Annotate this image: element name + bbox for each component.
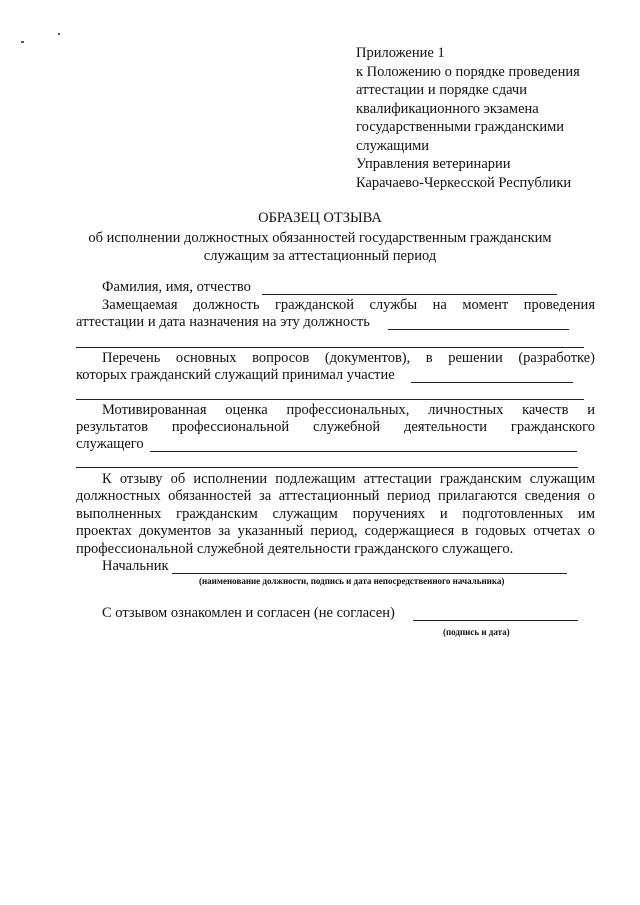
attachment-text: выполненных гражданским служащим поручениях и подготовленных им: [76, 506, 595, 522]
position-input-line[interactable]: [388, 329, 569, 330]
scan-mark: [21, 41, 24, 43]
assessment-label-cont: результатов профессиональной служебной деятельности гражданского: [76, 419, 595, 435]
questions-label-cont: которых гражданский служащий принимал участие: [76, 367, 395, 383]
appendix-line: Управления ветеринарии: [356, 156, 511, 172]
fio-label: Фамилия, имя, отчество: [102, 279, 251, 295]
position-label: Замещаемая должность гражданской службы на момент проведения: [102, 297, 595, 313]
attachment-text: К отзыву об исполнении подлежащим аттестации гражданским служащим: [102, 471, 595, 487]
fio-input-line[interactable]: [262, 294, 557, 295]
chief-signature-line[interactable]: [172, 573, 567, 574]
appendix-line: аттестации и порядке сдачи: [356, 82, 527, 98]
assessment-input-line[interactable]: [150, 451, 577, 452]
attachment-text: профессиональной служебной деятельности гражданского служащего.: [76, 541, 514, 557]
appendix-header: [356, 44, 580, 192]
attachment-text: должностных обязанностей за аттестационный период прилагаются сведения о: [76, 488, 595, 504]
appendix-line: Карачаево-Черкесской Республики: [356, 174, 572, 191]
appendix-line: Приложение 1: [356, 45, 445, 61]
appendix-line: служащими: [356, 137, 430, 154]
assessment-label-cont: служащего: [76, 436, 144, 452]
document-subtitle: служащим за аттестационный период: [203, 248, 437, 264]
appendix-line: квалификационного экзамена: [356, 100, 539, 117]
attachment-text: проектах документов за указанный период, содержащиеся в годовых отчетах о: [76, 523, 595, 539]
assessment-input-line-2[interactable]: [76, 467, 578, 468]
assessment-label: Мотивированная оценка профессиональных, личностных качеств и: [102, 402, 595, 418]
acquainted-signature-line[interactable]: [413, 620, 578, 621]
questions-input-line[interactable]: [411, 382, 573, 383]
document-subtitle: об исполнении должностных обязанностей государственным гражданским: [88, 230, 552, 246]
document-title: ОБРАЗЕЦ ОТЗЫВА: [258, 210, 382, 226]
acquainted-label: С отзывом ознакомлен и согласен (не согласен): [102, 605, 395, 621]
questions-input-line-2[interactable]: [76, 399, 584, 400]
questions-label: Перечень основных вопросов (документов), в решении (разработке): [102, 350, 595, 366]
appendix-line: государственными гражданскими: [356, 119, 565, 135]
scan-mark: [58, 33, 60, 35]
chief-caption: (наименование должности, подпись и дата непосредственного начальника): [199, 576, 505, 586]
position-label-cont: аттестации и дата назначения на эту должность: [76, 314, 370, 330]
position-input-line-2[interactable]: [76, 347, 584, 348]
chief-label: Начальник: [102, 558, 169, 574]
acquainted-caption: (подпись и дата): [443, 627, 510, 637]
appendix-line: к Положению о порядке проведения: [356, 63, 580, 80]
